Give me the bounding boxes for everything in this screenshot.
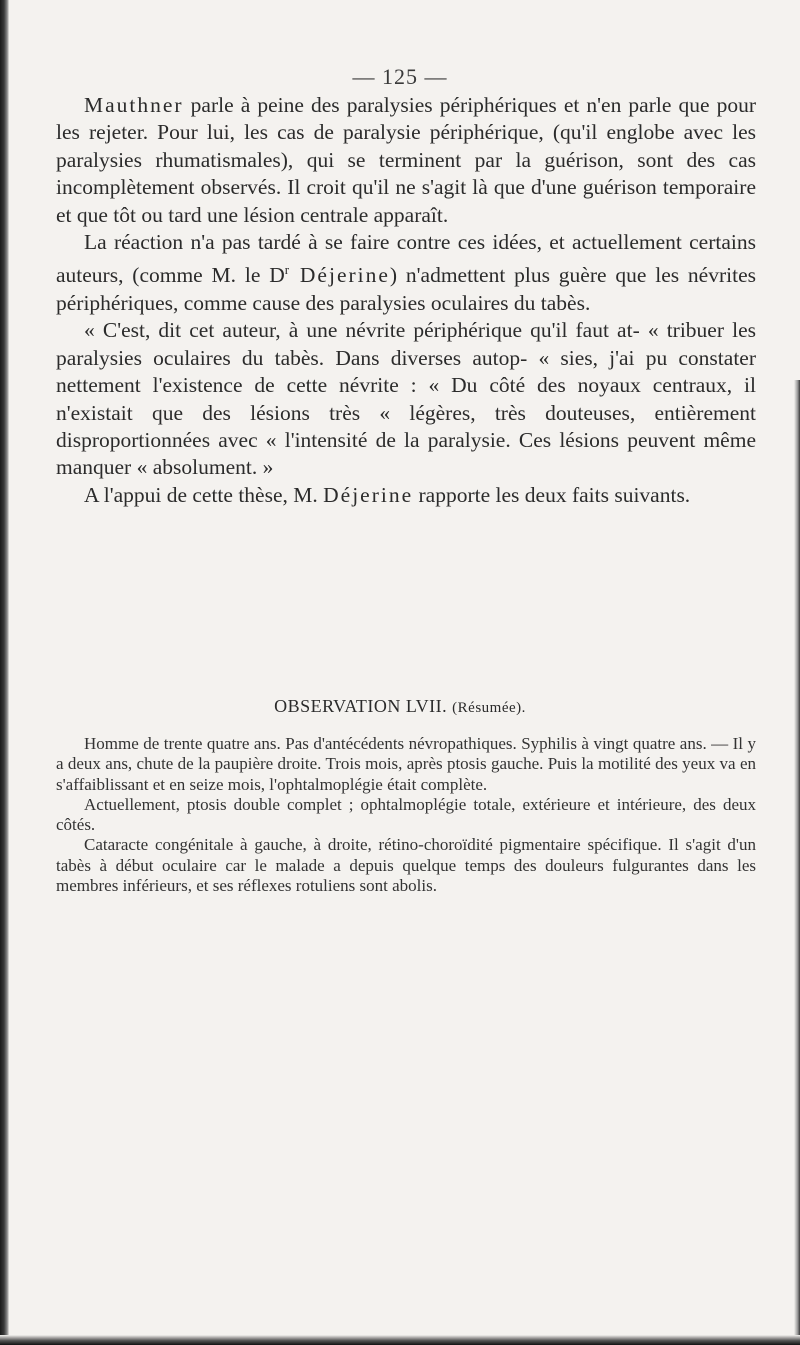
paragraph-text: parle à peine des paralysies périphériques et n'en parle que pour les rejeter. Pour lui, les cas de paralysie périphérique, (qu'il englobe avec les paralysies rhumatismales), qui se terminent par la guérison, sont des cas incomplètement observés. Il croit qu'il ne s'agit là que d'une guérison temporaire et que tôt ou tard une lésion centrale apparaît. bbox=[56, 93, 756, 227]
author-name: Déjerine bbox=[289, 263, 390, 288]
observation-paragraph: Homme de trente quatre ans. Pas d'antécédents névropathiques. Syphilis à vingt quatre ans. — Il y a deux ans, chute de la paupière droite. Trois mois, après ptosis gauche. Puis la motilité des yeux va en s'affaiblissant et en seize mois, l'ophtalmoplégie était complète. bbox=[56, 734, 756, 794]
paragraph-mauthner bbox=[56, 92, 756, 229]
quotation: « C'est, dit cet auteur, à une névrite périphérique qu'il faut at- « tribuer les paralysies oculaires du tabès. Dans diverses autop- « sies, j'ai pu constater nettement l'existence de cette névrite : « Du côté des noyaux centraux, il n'existait que des lésions très « légères, très douteuses, entièrement disproportionnées avec « l'intensité de la paralysie. Ces lésions peuvent même manquer « absolument. » bbox=[56, 318, 756, 480]
observation-note: (Résumée). bbox=[452, 700, 526, 716]
paragraph-these bbox=[56, 482, 756, 509]
superscript: r bbox=[284, 262, 290, 278]
paragraph-text: rapporte les deux faits suivants. bbox=[413, 482, 691, 507]
page-bottom-edge bbox=[0, 1335, 800, 1345]
main-text bbox=[56, 92, 756, 509]
paragraph-text: La réaction n'a pas tardé à se faire contre ces idées, et actuellement certains auteurs, (comme M. le D bbox=[56, 230, 756, 288]
page-binding-edge bbox=[0, 0, 9, 1345]
observation-heading bbox=[0, 696, 800, 717]
observation-text bbox=[56, 734, 756, 896]
paragraph-text: ) n'admettent plus guère que les névrites périphériques, comme cause des paralysies oculaires du tabès. bbox=[56, 263, 756, 315]
author-name: Mauthner bbox=[84, 93, 184, 117]
observation-paragraph: Cataracte congénitale à gauche, à droite, rétino-choroïdité pigmentaire spécifique. Il s'agit d'un tabès à début oculaire car le malade a depuis quelque temps des douleurs fulgurantes dans les membres inférieurs, et ses réflexes rotuliens sont abolis. bbox=[56, 835, 756, 896]
page-right-edge bbox=[794, 380, 800, 1345]
author-name: Déjerine bbox=[323, 482, 414, 507]
paragraph-text: A l'appui de cette thèse, M. bbox=[84, 482, 324, 507]
paragraph-reaction bbox=[56, 229, 756, 317]
page-number: — 125 — bbox=[352, 64, 448, 89]
observation-title: OBSERVATION LVII. bbox=[274, 696, 453, 716]
observation-paragraph: Actuellement, ptosis double complet ; ophtalmoplégie totale, extérieure et intérieure, des deux côtés. bbox=[56, 794, 756, 835]
